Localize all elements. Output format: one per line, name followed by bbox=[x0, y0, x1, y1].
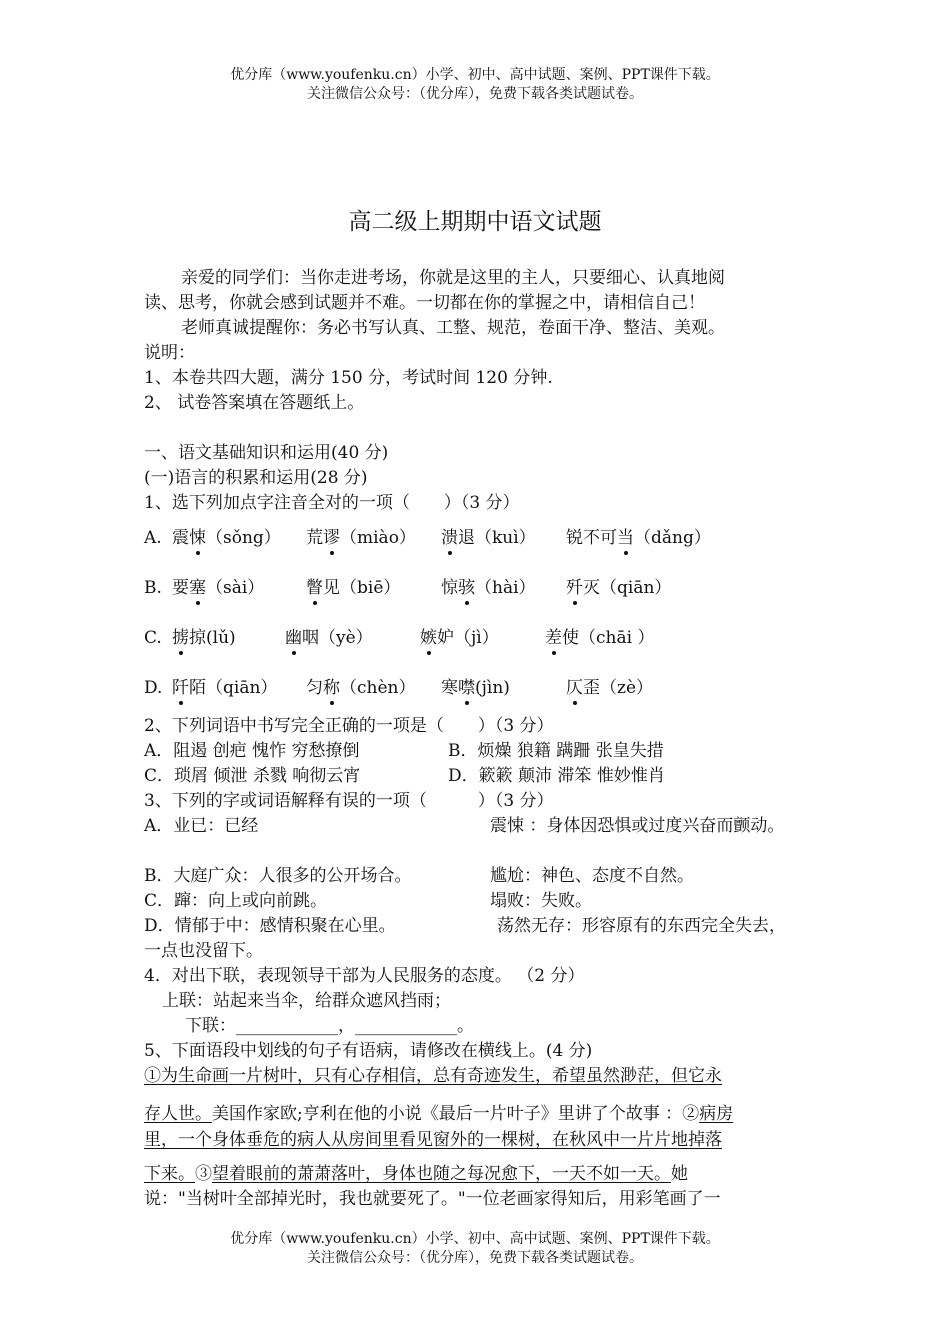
q1-item bbox=[566, 527, 711, 549]
dotted-char: 谬 bbox=[323, 528, 340, 548]
q2-stem: 2、下列词语中书写完全正确的一项是（ ）（3 分） bbox=[144, 716, 554, 736]
item-text: 匀 bbox=[306, 678, 323, 698]
dotted-char: 仄 bbox=[566, 678, 583, 698]
q2-option-b: B．烦燥 狼籍 蹒跚 张皇失措 bbox=[448, 741, 664, 761]
q1-stem: 1、选下列加点字注音全对的一项（ ）（3 分） bbox=[144, 493, 520, 513]
item-text: 锐不可 bbox=[566, 528, 617, 548]
pinyin: （miào） bbox=[340, 528, 416, 548]
dotted-char: 差 bbox=[545, 628, 562, 648]
q1-item bbox=[441, 677, 510, 699]
section-heading: 一、语文基础知识和运用(40 分) bbox=[144, 443, 389, 463]
underlined-sentence: 存人世。 bbox=[144, 1104, 212, 1124]
pinyin: （sài） bbox=[206, 578, 265, 598]
q3-option-b-left: B．大庭广众：人很多的公开场合。 bbox=[144, 866, 412, 886]
plain-text: 她 bbox=[671, 1164, 688, 1184]
intro-p1-line2: 读、思考，你就会感到试题并不难。一切都在你的掌握之中，请相信自己！ bbox=[144, 293, 705, 313]
q1-item bbox=[420, 627, 499, 649]
dotted-char: 嫉 bbox=[420, 628, 437, 648]
q3-option-d-right: 荡然无存：形容原有的东西完全失去， bbox=[497, 916, 786, 936]
q4-upper-couplet: 上联：站起来当伞，给群众遮风挡雨； bbox=[162, 991, 451, 1011]
intro-p1-line1: 亲爱的同学们：当你走进考场，你就是这里的主人，只要细心、认真地阅 bbox=[181, 268, 725, 288]
answer-blank-1[interactable]: ____________ bbox=[236, 1016, 338, 1036]
q1-item bbox=[306, 527, 416, 549]
comma: ， bbox=[338, 1016, 355, 1036]
plain-text: 美国作家欧;亨利在他的小说《最后一片叶子》里讲了个故事 ：② bbox=[212, 1104, 700, 1124]
q1-item bbox=[172, 527, 281, 549]
q2-option-c: C．琐屑 倾泄 杀戮 响彻云宵 bbox=[144, 766, 361, 786]
lower-label: 下联： bbox=[185, 1016, 236, 1036]
dotted-char: 悚 bbox=[189, 528, 206, 548]
dotted-char: 骇 bbox=[458, 578, 475, 598]
note-1: 1、本卷共四大题，满分 150 分，考试时间 120 分钟. bbox=[144, 368, 553, 388]
dotted-char: 溃 bbox=[441, 528, 458, 548]
item-text: 见 bbox=[323, 578, 340, 598]
dotted-char: 称 bbox=[323, 678, 340, 698]
q3-option-c-left: C．蹿：向上或向前跳。 bbox=[144, 891, 328, 911]
dotted-char: 塞 bbox=[189, 578, 206, 598]
item-text: 寒 bbox=[441, 678, 458, 698]
section-subheading: (一)语言的积累和运用(28 分) bbox=[144, 468, 368, 488]
q3-option-c-right: 塌败：失败。 bbox=[490, 891, 592, 911]
dotted-char: 噤 bbox=[458, 678, 475, 698]
underlined-sentence: 望着眼前的萧萧落叶，身体也随之每况愈下，一天不如一天。 bbox=[212, 1164, 671, 1184]
q5-stem: 5、下面语段中划线的句子有语病，请修改在横线上。(4 分) bbox=[144, 1041, 593, 1061]
answer-blank-2[interactable]: ____________ bbox=[355, 1016, 457, 1036]
pinyin: （sǒng） bbox=[206, 528, 281, 548]
item-text: 灭 bbox=[583, 578, 600, 598]
q1-item bbox=[172, 677, 277, 699]
underlined-sentence: 病房 bbox=[699, 1104, 734, 1124]
q4-lower-couplet bbox=[185, 1015, 474, 1037]
q1-option-label: D. bbox=[144, 678, 163, 698]
q1-item bbox=[441, 527, 536, 549]
q3-option-d-continued: 一点也没留下。 bbox=[144, 941, 263, 961]
q1-option-label: C. bbox=[144, 628, 162, 648]
q5-line-3: 里，一个身体垂危的病人从房间里看见窗外的一棵树，在秋风中一片片地掉落 bbox=[144, 1130, 722, 1150]
note-2: 2、 试卷答案填在答题纸上。 bbox=[144, 393, 365, 413]
pinyin: （qiān） bbox=[600, 578, 672, 598]
q5-line-2 bbox=[144, 1103, 733, 1125]
pinyin: （yè） bbox=[319, 628, 373, 648]
q3-stem: 3、下列的字或词语解释有误的一项（ ）（3 分） bbox=[144, 791, 554, 811]
q2-option-d: D．簌簌 颠沛 滞笨 惟妙惟肖 bbox=[448, 766, 665, 786]
header-line-2: 关注微信公众号：（优分库），免费下载各类试题试卷。 bbox=[307, 86, 643, 102]
item-text: 陌 bbox=[189, 678, 206, 698]
q1-item bbox=[285, 627, 373, 649]
q5-line-4 bbox=[144, 1163, 688, 1185]
q1-item bbox=[566, 577, 671, 599]
q5-line-5: 说："当树叶全部掉光时，我也就要死了。"一位老画家得知后，用彩笔画了一 bbox=[144, 1189, 721, 1209]
q1-item bbox=[172, 577, 264, 599]
pinyin: （zè） bbox=[600, 678, 654, 698]
q1-item bbox=[545, 627, 654, 649]
period: 。 bbox=[457, 1016, 474, 1036]
dotted-char: 幽 bbox=[285, 628, 302, 648]
q1-item bbox=[306, 677, 415, 699]
dotted-char: 阡 bbox=[172, 678, 189, 698]
item-text: 妒 bbox=[437, 628, 454, 648]
pinyin: （hài） bbox=[475, 578, 536, 598]
q3-option-d-left: D．情郁于中：感情积聚在心里。 bbox=[144, 916, 396, 936]
note-label: 说明： bbox=[144, 343, 195, 363]
pinyin: （kuì） bbox=[475, 528, 536, 548]
pinyin: （chèn） bbox=[340, 678, 416, 698]
item-text: 荒 bbox=[306, 528, 323, 548]
underlined-sentence: 下来。 bbox=[144, 1164, 195, 1184]
item-text: 要 bbox=[172, 578, 189, 598]
item-text: 使 bbox=[562, 628, 579, 648]
dotted-char: 当 bbox=[617, 528, 634, 548]
dotted-char: 瞥 bbox=[306, 578, 323, 598]
intro-p2: 老师真诚提醒你：务必书写认真、工整、规范，卷面干净、整洁、美观。 bbox=[181, 318, 725, 338]
page-title: 高二级上期期中语文试题 bbox=[348, 209, 602, 235]
q3-option-a-left: A．业已：已经 bbox=[144, 816, 259, 836]
q1-option-label: B. bbox=[144, 578, 162, 598]
q5-line-1: ①为生命画一片树叶，只有心存相信，总有奇迹发生，希望虽然渺茫，但它永 bbox=[144, 1066, 722, 1086]
item-text: 掠 bbox=[189, 628, 206, 648]
pinyin: （jì） bbox=[454, 628, 499, 648]
q3-option-b-right: 尴尬：神色、态度不自然。 bbox=[490, 866, 694, 886]
footer-line-1: 优分库（www.youfenku.cn）小学、初中、高中试题、案例、PPT课件下载。 bbox=[230, 1231, 720, 1247]
item-text: 歪 bbox=[583, 678, 600, 698]
pinyin: （chāi ） bbox=[579, 628, 655, 648]
q1-item bbox=[566, 677, 653, 699]
item-text: 咽 bbox=[302, 628, 319, 648]
q1-item bbox=[172, 627, 236, 649]
q4-stem: 4．对出下联，表现领导干部为人民服务的态度。 （2 分） bbox=[144, 966, 585, 986]
plain-text: ③ bbox=[195, 1164, 212, 1184]
q1-item bbox=[306, 577, 400, 599]
dotted-char: 掳 bbox=[172, 628, 189, 648]
pinyin: （dǎng） bbox=[634, 528, 711, 548]
pinyin: （qiān） bbox=[206, 678, 278, 698]
q1-option-label: A. bbox=[144, 528, 162, 548]
footer-line-2: 关注微信公众号：（优分库），免费下载各类试题试卷。 bbox=[307, 1250, 643, 1266]
pinyin: （biē） bbox=[340, 578, 401, 598]
q1-item bbox=[441, 577, 536, 599]
dotted-char: 歼 bbox=[566, 578, 583, 598]
item-text: 震 bbox=[172, 528, 189, 548]
pinyin: (lǔ) bbox=[206, 628, 236, 648]
q3-option-a-right: 震悚 ：身体因恐惧或过度兴奋而颤动。 bbox=[490, 816, 785, 836]
item-text: 惊 bbox=[441, 578, 458, 598]
header-line-1: 优分库（www.youfenku.cn）小学、初中、高中试题、案例、PPT课件下载。 bbox=[230, 67, 720, 83]
item-text: 退 bbox=[458, 528, 475, 548]
q2-option-a: A．阻遏 创疤 愧怍 穷愁撩倒 bbox=[144, 741, 360, 761]
pinyin: (jìn) bbox=[475, 678, 510, 698]
